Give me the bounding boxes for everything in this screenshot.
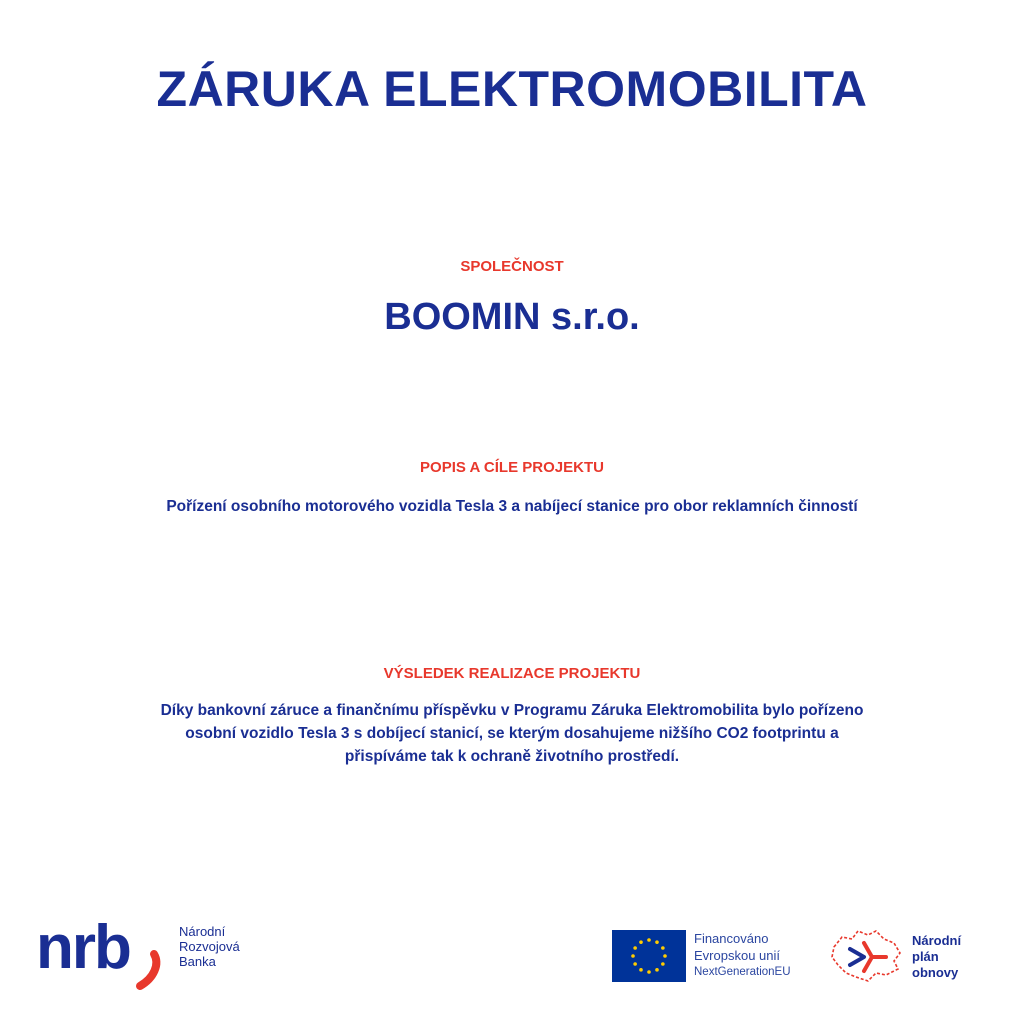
result-label: VÝSLEDEK REALIZACE PROJEKTU xyxy=(383,665,641,682)
npo-line: plán xyxy=(912,949,939,964)
eu-star xyxy=(661,962,665,966)
eu-star xyxy=(647,970,651,974)
nrb-name xyxy=(179,924,240,969)
page-title: ZÁRUKA ELEKTROMOBILITA xyxy=(156,61,868,117)
eu-star xyxy=(633,962,637,966)
nrb-wordmark: nrb xyxy=(36,913,130,982)
eu-star xyxy=(663,954,667,958)
eu-funding-logo xyxy=(612,930,812,986)
eu-star xyxy=(647,938,651,942)
eu-program: NextGenerationEU xyxy=(694,966,791,978)
eu-star xyxy=(661,946,665,950)
result-text xyxy=(0,699,1024,768)
company-name: BOOMIN s.r.o. xyxy=(384,296,640,338)
nrb-line: Banka xyxy=(179,954,216,969)
company-label: SPOLEČNOST xyxy=(460,258,564,275)
nrb-wordmark-icon xyxy=(36,910,168,994)
eu-star xyxy=(639,968,643,972)
czech-map-icon xyxy=(828,925,904,985)
result-line: osobní vozidlo Tesla 3 s dobíjecí stanicí, se kterým dosahujeme nižšího CO2 footprintu a xyxy=(185,725,839,742)
eu-funding-text xyxy=(694,930,791,981)
nrb-line: Národní xyxy=(179,924,226,939)
npo-line: Národní xyxy=(912,933,962,948)
nrb-logo xyxy=(36,910,276,994)
eu-line: Financováno xyxy=(694,931,769,946)
result-line: přispíváme tak k ochraně životního prostředí. xyxy=(344,748,680,765)
eu-line: Evropskou unií xyxy=(694,948,780,963)
eu-star xyxy=(639,940,643,944)
eu-star xyxy=(631,954,635,958)
npo-line: obnovy xyxy=(912,965,959,980)
result-line: Díky bankovní záruce a finančnímu příspěvku v Programu Záruka Elektromobilita bylo pořízeno xyxy=(160,702,864,719)
npo-name xyxy=(912,933,961,981)
eu-star xyxy=(633,946,637,950)
eu-star xyxy=(655,968,659,972)
description-text: Pořízení osobního motorového vozidla Tesla 3 a nabíjecí stanice pro obor reklamních činností xyxy=(166,498,858,515)
description-label: POPIS A CÍLE PROJEKTU xyxy=(420,459,604,476)
npo-logo xyxy=(828,925,998,987)
nrb-line: Rozvojová xyxy=(179,939,240,954)
eu-star xyxy=(655,940,659,944)
eu-flag-icon xyxy=(612,930,686,982)
